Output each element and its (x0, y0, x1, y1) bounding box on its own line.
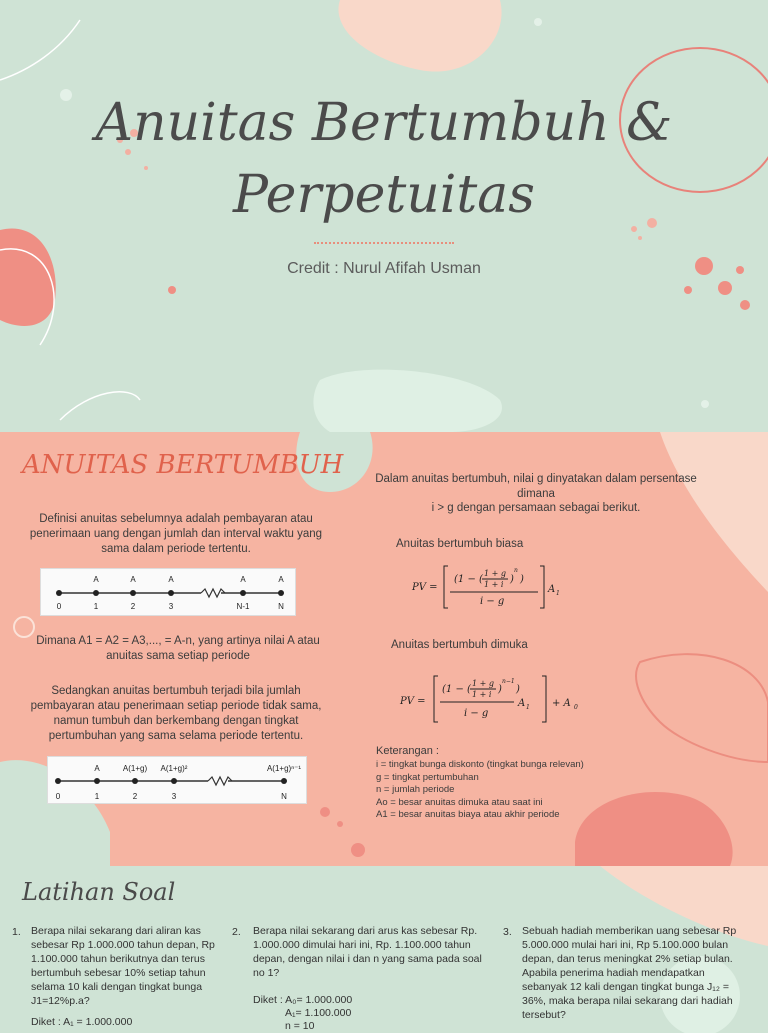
question-number: 2. (232, 926, 241, 938)
keterangan-item: A1 = besar anuitas biaya atau akhir periode (376, 809, 560, 820)
sedangkan-text: Sedangkan anuitas bertumbuh terjadi bila jumlah pembayaran atau penerimaan setiap periode tidak sama, namun tumbuh dan berkembang dengan tingkat pertumbuhan yang sama selama periode tertentu. (30, 685, 322, 742)
credit-text: Credit : Nurul Afifah Usman (287, 260, 481, 277)
timeline1-bottom-label: N-1 (236, 602, 250, 611)
svg-text:1: 1 (556, 590, 560, 597)
question-1-diket: Diket : A₁ = 1.000.000 (31, 1016, 133, 1028)
question-3: Sebuah hadiah memberikan uang sebesar Rp 5.000.000 mulai hari ini, Rp 5.100.000 bulan depan, dan terus meningkat 2% setiap bulan. Apabila penerima hadiah mendapatkan sebanyak 12 kali dengan tingkat bunga J₁₂ = 36%, maka berapa nilai sekarang dari hadiah tersebut? (522, 925, 737, 1021)
svg-text:n: n (514, 567, 518, 574)
timeline1-bottom-label: 3 (168, 602, 174, 611)
biasa-label: Anuitas bertumbuh biasa (396, 538, 524, 550)
question-1: Berapa nilai sekarang dari aliran kas sebesar Rp 1.000.000 tahun depan, Rp 1.100.000 tahun berikutnya dan terus bertumbuh sebesar 10% setiap tahun selama 10 kali dengan tingkat bunga J1=12%p.a? (31, 925, 215, 1007)
keterangan-item: n = jumlah periode (376, 784, 455, 795)
formula-due (398, 674, 588, 724)
title-slide (0, 0, 768, 432)
svg-text:1 + i: 1 + i (472, 690, 492, 699)
svg-text:1: 1 (526, 704, 530, 711)
dimuka-label: Anuitas bertumbuh dimuka (391, 639, 528, 651)
timeline2-top-label: A (94, 764, 100, 773)
timeline2-top-label: A(1+g) (122, 764, 148, 773)
divider (314, 242, 454, 244)
timeline-equal-annuity (40, 568, 296, 616)
svg-text:): ) (498, 684, 502, 695)
svg-text:n−1: n−1 (502, 678, 515, 685)
keterangan-item: g = tingkat pertumbuhan (376, 771, 479, 783)
svg-text:(1 − (: (1 − ( (454, 574, 483, 585)
question-number: 3. (503, 926, 512, 938)
svg-text:): ) (516, 684, 520, 695)
question-2: Berapa nilai sekarang dari arus kas sebesar Rp. 1.000.000 dimulai hari ini, Rp. 1.100.000 tahun depan, dengan nilai i dan n yang sama pada soal no 1? (253, 925, 482, 979)
timeline1-top-label: A (130, 575, 136, 584)
svg-text:(1 − (: (1 − ( (442, 684, 471, 695)
keterangan-item: Ao = besar anuitas dimuka atau saat ini (376, 796, 543, 808)
svg-text:1 + g: 1 + g (472, 679, 494, 688)
keterangan-list (376, 759, 584, 822)
keterangan-item: i = tingkat bunga diskonto (tingkat bunga relevan) (376, 759, 584, 770)
svg-text:i − g: i − g (480, 596, 505, 607)
dimana-text: Dimana A1 = A2 = A3,..., = A-n, yang artinya nilai A atau anuitas sama setiap periode (36, 635, 320, 662)
section-heading: Latihan Soal (22, 878, 176, 906)
intro-text-2: i > g dengan persamaan sebagai berikut. (431, 502, 641, 514)
question-2-diket: Diket : A₀= 1.000.000 (253, 994, 353, 1006)
svg-text:): ) (510, 574, 514, 585)
timeline1-bottom-label: N (278, 602, 284, 611)
question-number: 1. (12, 926, 21, 938)
timeline2-bottom-label: 0 (55, 792, 61, 801)
svg-text:1 + g: 1 + g (484, 569, 506, 578)
svg-text:+ A: + A (552, 698, 571, 709)
section-heading: ANUITAS BERTUMBUH (22, 450, 344, 480)
timeline1-bottom-label: 1 (93, 602, 99, 611)
question-2-diket: n = 10 (285, 1020, 315, 1032)
slide-title-line2: Perpetuitas (233, 165, 535, 225)
timeline2-bottom-label: 2 (132, 792, 138, 801)
timeline1-top-label: A (93, 575, 99, 584)
slide-title-line1: Anuitas Bertumbuh & (95, 93, 673, 153)
timeline1-bottom-label: 2 (130, 602, 136, 611)
svg-text:i − g: i − g (464, 708, 489, 719)
timeline1-top-label: A (168, 575, 174, 584)
timeline-growing-annuity (47, 756, 307, 804)
timeline2-top-label: A(1+g)² (160, 764, 188, 773)
timeline2-top-label: A(1+g)ⁿ⁻¹ (266, 764, 302, 773)
svg-text:PV =: PV = (412, 582, 438, 593)
svg-text:0: 0 (574, 704, 578, 711)
timeline1-top-label: A (278, 575, 284, 584)
svg-text:): ) (520, 574, 524, 585)
definition-text: Definisi anuitas sebelumnya adalah pembayaran atau penerimaan uang dengan jumlah dan interval waktu yang sama dalam periode tertentu. (29, 513, 323, 555)
latihan-slide (0, 866, 768, 1032)
question-2-diket: A₁= 1.100.000 (285, 1007, 352, 1019)
timeline2-bottom-label: 1 (94, 792, 100, 801)
formula-ordinary (410, 562, 570, 612)
timeline1-top-label: A (240, 575, 246, 584)
svg-text:PV =: PV = (400, 696, 426, 707)
svg-text:A: A (548, 584, 556, 595)
timeline2-bottom-label: N (281, 792, 287, 801)
anuitas-slide (0, 432, 768, 866)
timeline1-bottom-label: 0 (56, 602, 62, 611)
svg-text:1 + i: 1 + i (484, 580, 504, 589)
intro-text: Dalam anuitas bertumbuh, nilai g dinyatakan dalam persentase dimana (375, 473, 697, 500)
svg-text:A: A (518, 698, 526, 709)
timeline2-bottom-label: 3 (171, 792, 177, 801)
keterangan-title: Keterangan : (376, 745, 439, 757)
